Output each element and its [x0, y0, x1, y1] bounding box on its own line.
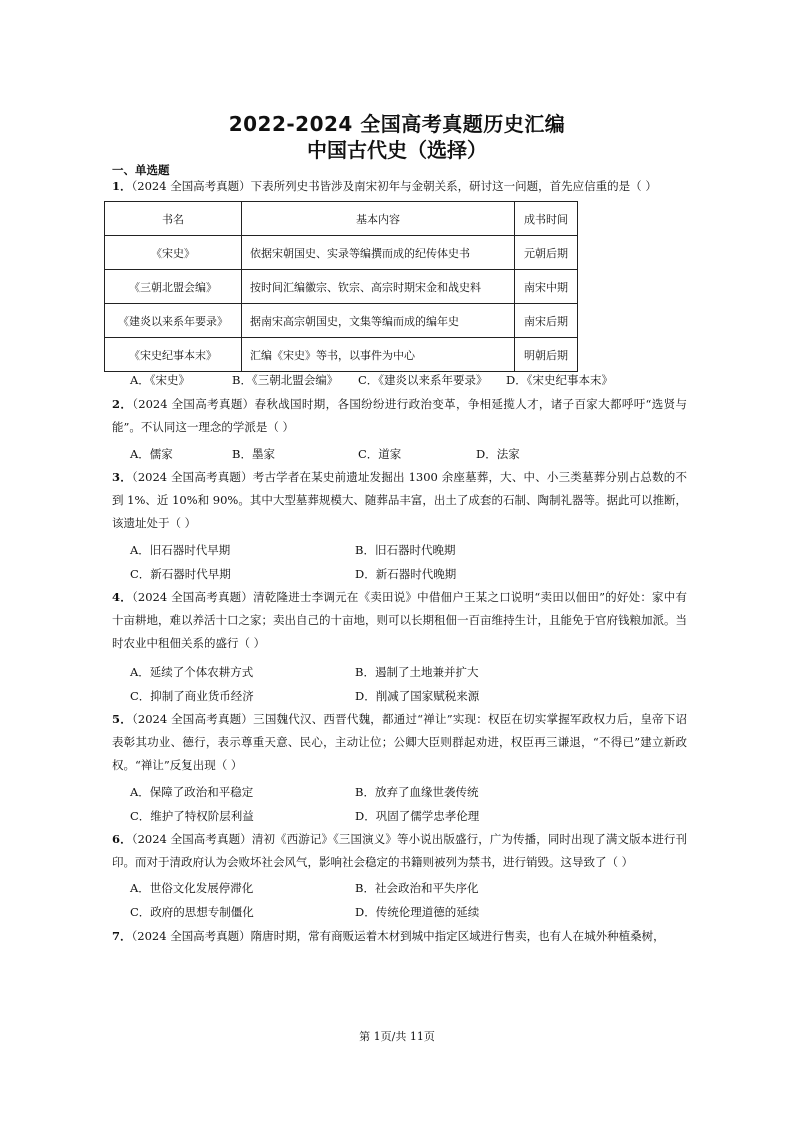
question-7	[112, 925, 687, 948]
question-stem: （2024 全国高考真题）下表所列史书皆涉及南宋初年与金朝关系，研讨这一问题，首先应信重的是（ ）	[131, 179, 657, 193]
question-number: 1．	[112, 179, 132, 193]
option-d[interactable]: D．巩固了儒学忠孝伦理	[355, 809, 480, 823]
q2-options	[130, 446, 690, 466]
option-d[interactable]: D．《宋史纪事本末》	[506, 373, 613, 387]
table-header: 书名	[105, 202, 242, 236]
q3-options-row1	[130, 542, 690, 562]
option-c[interactable]: C．抑制了商业货币经济	[130, 689, 254, 703]
question-1	[112, 175, 687, 198]
q4-options-row2	[130, 688, 690, 708]
table-cell: 据南宋高宗朝国史，文集等编而成的编年史	[242, 304, 515, 338]
q5-options-row2	[130, 808, 690, 828]
question-number: 3．	[112, 470, 132, 484]
option-a[interactable]: A．《宋史》	[130, 373, 191, 387]
table-cell: 《三朝北盟会编》	[105, 270, 242, 304]
option-a[interactable]: A．世俗文化发展停滞化	[130, 881, 254, 895]
option-b[interactable]: B．旧石器时代晚期	[355, 543, 456, 557]
option-d[interactable]: D．削减了国家赋税来源	[355, 689, 480, 703]
table-cell: 《宋史纪事本末》	[105, 338, 242, 372]
option-c[interactable]: C．维护了特权阶层利益	[130, 809, 254, 823]
table-row	[105, 270, 578, 304]
table-cell: 按时间汇编徽宗、钦宗、高宗时期宋金和战史料	[242, 270, 515, 304]
question-number: 4．	[112, 590, 132, 604]
option-c[interactable]: C．新石器时代早期	[130, 567, 231, 581]
q6-options-row1	[130, 880, 690, 900]
question-2	[112, 393, 687, 439]
section-heading: 一、单选题	[112, 163, 170, 177]
table-cell: 《建炎以来系年要录》	[105, 304, 242, 338]
option-b[interactable]: B．《三朝北盟会编》	[232, 373, 339, 387]
q4-options-row1	[130, 664, 690, 684]
q6-options-row2	[130, 904, 690, 924]
option-a[interactable]: A．旧石器时代早期	[130, 543, 231, 557]
table-cell: 元朝后期	[515, 236, 578, 270]
option-d[interactable]: D．法家	[476, 447, 520, 461]
option-d[interactable]: D．新石器时代晚期	[355, 567, 457, 581]
table-cell: 南宋中期	[515, 270, 578, 304]
option-a[interactable]: A．延续了个体农耕方式	[130, 665, 254, 679]
option-a[interactable]: A．儒家	[130, 447, 173, 461]
page-subtitle: 中国古代史（选择）	[307, 138, 487, 162]
q3-options-row2	[130, 566, 690, 586]
table-cell: 汇编《宋史》等书，以事件为中心	[242, 338, 515, 372]
table-header: 成书时间	[515, 202, 578, 236]
table-header-row	[105, 202, 578, 236]
option-b[interactable]: B．放弃了血缘世袭传统	[355, 785, 479, 799]
question-6	[112, 828, 687, 874]
question-number: 5．	[112, 712, 132, 726]
q5-options-row1	[130, 784, 690, 804]
books-table	[104, 201, 578, 372]
question-stem: （2024 全国高考真题）隋唐时期，常有商贩运着木材到城中指定区域进行售卖，也有人在城外种植桑树，	[131, 929, 665, 943]
option-a[interactable]: A．保障了政治和平稳定	[130, 785, 254, 799]
q1-options	[130, 372, 690, 392]
table-row	[105, 236, 578, 270]
question-stem: （2024 全国高考真题）三国魏代汉、西晋代魏，都通过“禅让”实现：权臣在切实掌握军政权力后，皇帝下诏表彰其功业、德行，表示尊重天意、民心，主动让位；公卿大臣则群起劝进，权臣再三谦退，“不得已”建立新政权。“禅让”反复出现（ ）	[112, 712, 687, 772]
option-c[interactable]: C．政府的思想专制僵化	[130, 905, 254, 919]
table-row	[105, 338, 578, 372]
question-3	[112, 466, 687, 534]
page-number-footer: 第 1页/共 11页	[359, 1030, 435, 1043]
option-c[interactable]: C．道家	[358, 447, 402, 461]
option-b[interactable]: B．社会政治和平失序化	[355, 881, 479, 895]
table-cell: 依据宋朝国史、实录等编撰而成的纪传体史书	[242, 236, 515, 270]
question-4	[112, 586, 687, 654]
option-c[interactable]: C．《建炎以来系年要录》	[358, 373, 488, 387]
option-b[interactable]: B．墨家	[232, 447, 275, 461]
option-d[interactable]: D．传统伦理道德的延续	[355, 905, 480, 919]
option-b[interactable]: B．遏制了土地兼并扩大	[355, 665, 479, 679]
question-number: 6．	[112, 832, 132, 846]
question-5	[112, 708, 687, 776]
table-header: 基本内容	[242, 202, 515, 236]
question-stem: （2024 全国高考真题）春秋战国时期，各国纷纷进行政治变革，争相延揽人才，诸子百家大都呼吁“选贤与能”。不认同这一理念的学派是（ ）	[112, 397, 687, 434]
page-title: 2022-2024 全国高考真题历史汇编	[228, 112, 566, 136]
table-row	[105, 304, 578, 338]
table-cell: 南宋后期	[515, 304, 578, 338]
table-cell: 明朝后期	[515, 338, 578, 372]
question-stem: （2024 全国高考真题）清乾隆进士李调元在《卖田说》中借佃户王某之口说明“卖田以佃田”的好处：家中有十亩耕地，难以养活十口之家；卖出自己的十亩地，则可以长期租佃一百亩维持生计，且能免于官府钱粮加派。当时农业中租佃关系的盛行（ ）	[112, 590, 687, 650]
table-cell: 《宋史》	[105, 236, 242, 270]
question-stem: （2024 全国高考真题）考古学者在某史前遗址发掘出 1300 余座墓葬，大、中、小三类墓葬分别占总数的不到 1%、近 10%和 90%。其中大型墓葬规模大、随葬品丰富，出土了成套的石制、陶制礼器等。据此可以推断，该遗址处于（ ）	[112, 470, 687, 530]
question-stem: （2024 全国高考真题）清初《西游记》《三国演义》等小说出版盛行，广为传播，同时出现了满文版本进行刊印。而对于清政府认为会败坏社会风气，影响社会稳定的书籍则被列为禁书，进行销毁。这导致了（ ）	[112, 832, 687, 869]
question-number: 2．	[112, 397, 133, 411]
question-number: 7．	[112, 929, 132, 943]
